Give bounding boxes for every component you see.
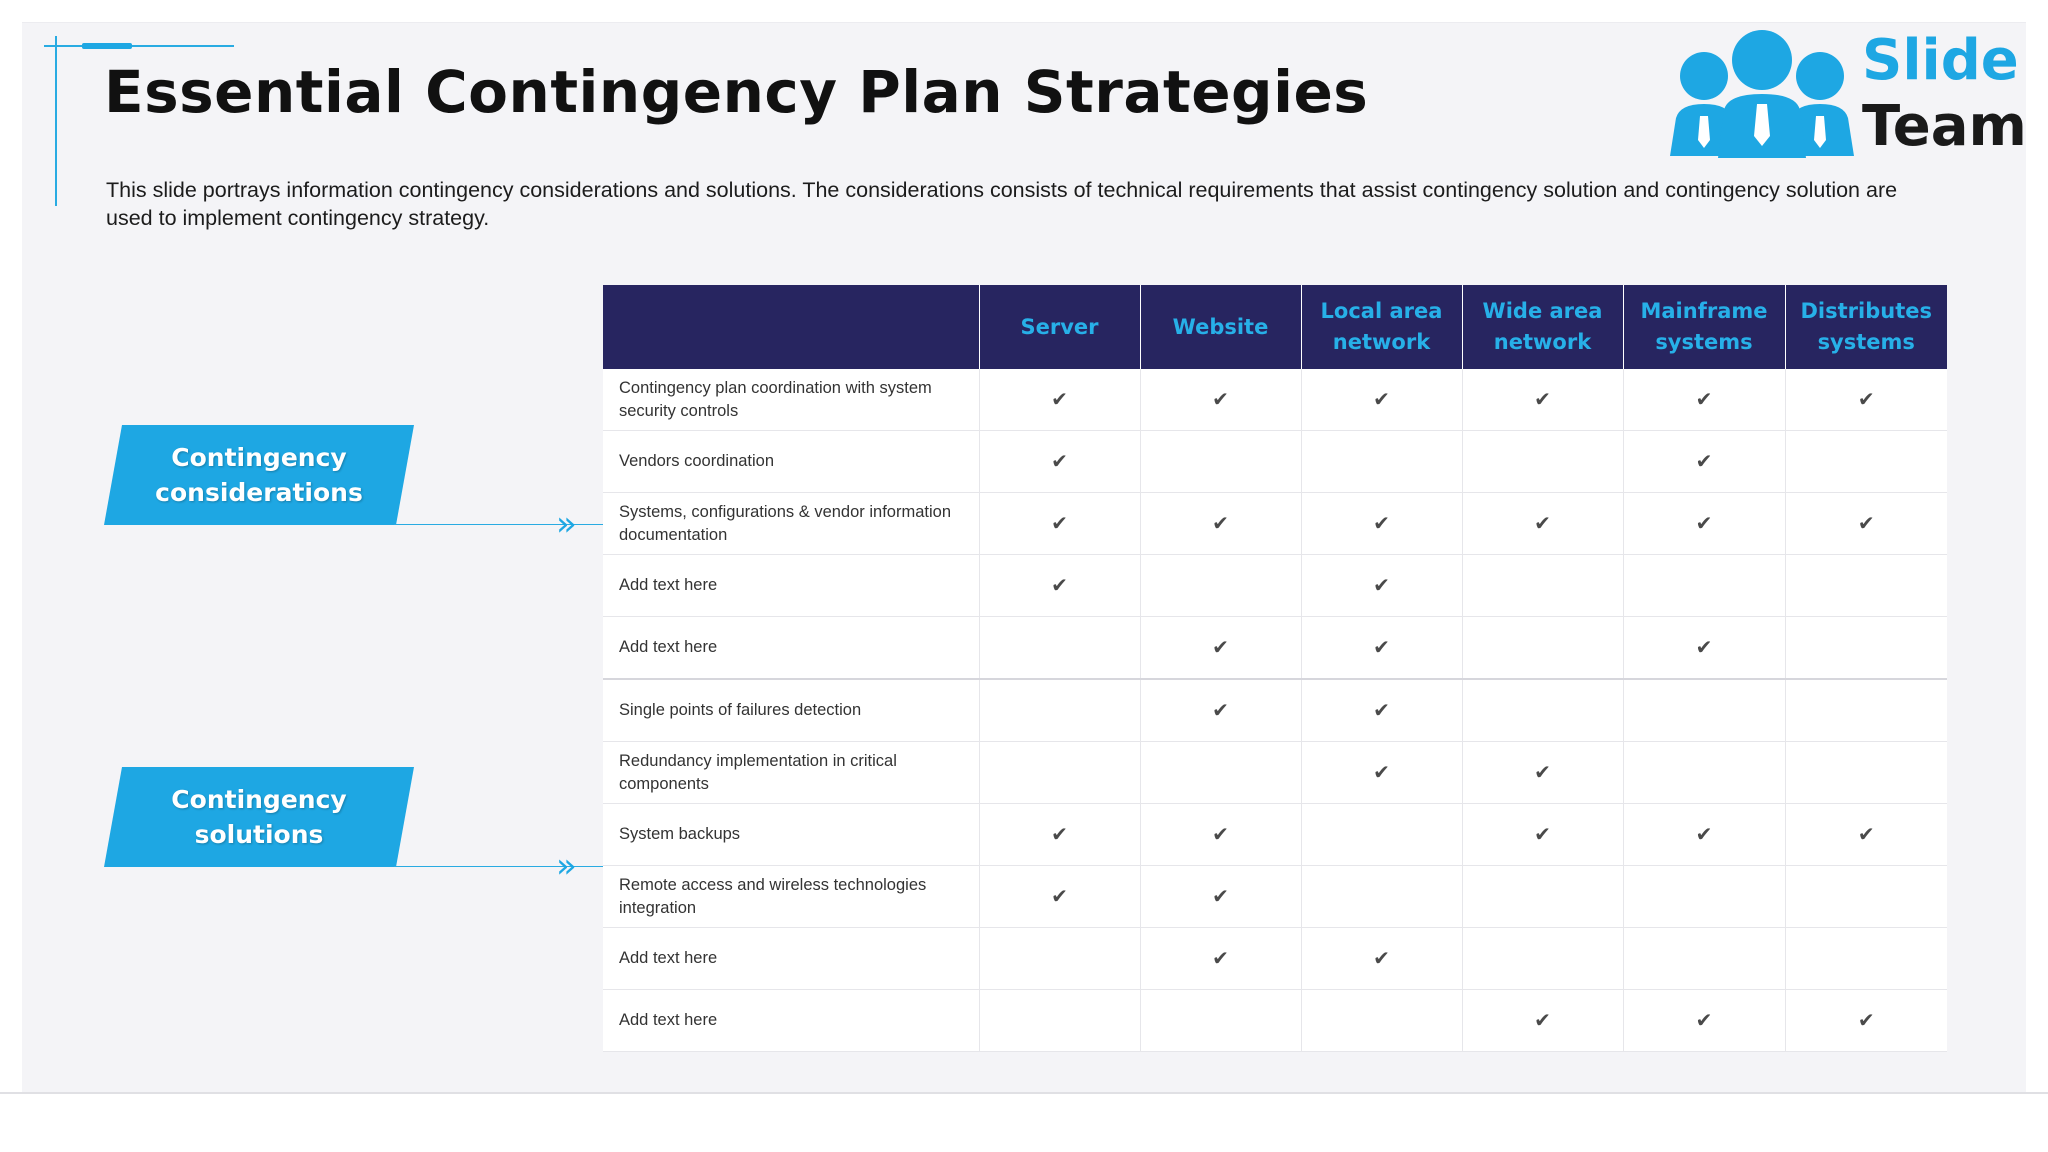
table-row bbox=[603, 493, 1947, 555]
checkmark-icon: ✔ bbox=[1051, 386, 1068, 411]
label-line-2: considerations bbox=[155, 478, 363, 507]
table-cell bbox=[1462, 555, 1623, 617]
table-cell bbox=[1785, 431, 1947, 493]
table-cell bbox=[1301, 990, 1462, 1052]
table-cell bbox=[1140, 493, 1301, 555]
table-cell bbox=[1623, 369, 1785, 431]
label-line-2: solutions bbox=[194, 820, 324, 849]
table-cell bbox=[1623, 866, 1785, 928]
table-cell bbox=[979, 742, 1140, 804]
checkmark-icon: ✔ bbox=[1695, 634, 1713, 659]
table-cell bbox=[1301, 555, 1462, 617]
table-cell bbox=[1462, 990, 1623, 1052]
table-cell bbox=[1140, 617, 1301, 680]
table-header-row bbox=[603, 285, 1947, 369]
table-cell bbox=[1785, 555, 1947, 617]
checkmark-icon: ✔ bbox=[1695, 1007, 1713, 1032]
table-cell bbox=[1140, 866, 1301, 928]
table-row bbox=[603, 369, 1947, 431]
row-label: System backups bbox=[603, 804, 979, 866]
checkmark-icon: ✔ bbox=[1857, 386, 1875, 411]
table-cell bbox=[1140, 679, 1301, 742]
row-label: Vendors coordination bbox=[603, 431, 979, 493]
checkmark-icon: ✔ bbox=[1534, 821, 1551, 846]
table-row bbox=[603, 555, 1947, 617]
checkmark-icon: ✔ bbox=[1373, 634, 1390, 659]
checkmark-icon: ✔ bbox=[1534, 510, 1551, 535]
label-text bbox=[104, 425, 414, 525]
slide-bottom-divider bbox=[0, 1092, 2048, 1094]
table-cell bbox=[979, 369, 1140, 431]
label-line-1: Contingency bbox=[171, 443, 347, 472]
table-cell bbox=[1785, 493, 1947, 555]
table-cell bbox=[1462, 742, 1623, 804]
table-cell bbox=[979, 866, 1140, 928]
contingency-considerations-label bbox=[104, 425, 577, 544]
table-cell bbox=[1301, 679, 1462, 742]
table-cell bbox=[1462, 679, 1623, 742]
table-row bbox=[603, 990, 1947, 1052]
table-cell bbox=[1623, 493, 1785, 555]
checkmark-icon: ✔ bbox=[1212, 697, 1229, 722]
checkmark-icon: ✔ bbox=[1212, 821, 1229, 846]
table-cell bbox=[1623, 617, 1785, 680]
table-cell bbox=[1785, 928, 1947, 990]
table-row bbox=[603, 679, 1947, 742]
table-cell bbox=[1140, 555, 1301, 617]
table-cell bbox=[1785, 990, 1947, 1052]
table-cell bbox=[979, 431, 1140, 493]
double-chevron-right-icon: » bbox=[556, 504, 577, 544]
table-cell bbox=[1301, 742, 1462, 804]
checkmark-icon: ✔ bbox=[1695, 510, 1713, 535]
table-cell bbox=[979, 928, 1140, 990]
row-label: Systems, configurations & vendor information documentation bbox=[603, 493, 979, 555]
header-cell-distributes-systems: Distributes systems bbox=[1785, 285, 1947, 369]
slide-subtitle: This slide portrays information contingency considerations and solutions. The considerations consists of technical requirements that assist contingency solution and contingency solution are used to implement contingency strategy. bbox=[106, 178, 1898, 230]
decorative-accent-bar bbox=[82, 43, 132, 49]
row-label: Add text here bbox=[603, 928, 979, 990]
table-cell bbox=[1462, 431, 1623, 493]
table-cell bbox=[1785, 804, 1947, 866]
table-cell bbox=[979, 804, 1140, 866]
row-label: Add text here bbox=[603, 990, 979, 1052]
header-cell-mainframe-systems: Mainframe systems bbox=[1623, 285, 1785, 369]
table-cell bbox=[1140, 431, 1301, 493]
header-cell-server: Server bbox=[979, 285, 1140, 369]
checkmark-icon: ✔ bbox=[1051, 448, 1068, 473]
logo-word-team: Team bbox=[1862, 94, 2027, 159]
table-row bbox=[603, 804, 1947, 866]
table-cell bbox=[979, 493, 1140, 555]
table-cell bbox=[979, 555, 1140, 617]
table-cell bbox=[1301, 369, 1462, 431]
row-label: Add text here bbox=[603, 617, 979, 680]
table-cell bbox=[1623, 431, 1785, 493]
table-cell bbox=[1623, 990, 1785, 1052]
checkmark-icon: ✔ bbox=[1857, 1007, 1875, 1032]
checkmark-icon: ✔ bbox=[1695, 386, 1713, 411]
checkmark-icon: ✔ bbox=[1534, 1007, 1551, 1032]
table-cell bbox=[1623, 804, 1785, 866]
checkmark-icon: ✔ bbox=[1212, 386, 1229, 411]
table-cell bbox=[1140, 804, 1301, 866]
table-cell bbox=[1623, 555, 1785, 617]
header-cell-local-area-network: Local area network bbox=[1301, 285, 1462, 369]
header-cell-wide-area-network: Wide area network bbox=[1462, 285, 1623, 369]
table-cell bbox=[1301, 928, 1462, 990]
label-line-1: Contingency bbox=[171, 785, 347, 814]
decorative-top-line bbox=[44, 45, 234, 47]
checkmark-icon: ✔ bbox=[1212, 883, 1229, 908]
people-group-icon bbox=[1662, 28, 1862, 168]
checkmark-icon: ✔ bbox=[1051, 883, 1068, 908]
table-cell bbox=[979, 679, 1140, 742]
checkmark-icon: ✔ bbox=[1051, 572, 1068, 597]
checkmark-icon: ✔ bbox=[1695, 448, 1713, 473]
table-cell bbox=[1785, 866, 1947, 928]
table-cell bbox=[979, 617, 1140, 680]
table-cell bbox=[1623, 679, 1785, 742]
table-cell bbox=[1301, 866, 1462, 928]
table-row bbox=[603, 617, 1947, 680]
logo-word-slide: Slide bbox=[1862, 28, 2019, 93]
checkmark-icon: ✔ bbox=[1534, 759, 1551, 784]
row-label: Single points of failures detection bbox=[603, 679, 979, 742]
table-cell bbox=[1785, 369, 1947, 431]
checkmark-icon: ✔ bbox=[1857, 510, 1875, 535]
table-row bbox=[603, 742, 1947, 804]
table-row bbox=[603, 866, 1947, 928]
checkmark-icon: ✔ bbox=[1373, 386, 1390, 411]
table-cell bbox=[1785, 679, 1947, 742]
table-cell bbox=[1301, 617, 1462, 680]
checkmark-icon: ✔ bbox=[1051, 510, 1068, 535]
header-cell-website: Website bbox=[1140, 285, 1301, 369]
table-row bbox=[603, 431, 1947, 493]
table-cell bbox=[979, 990, 1140, 1052]
slide-title: Essential Contingency Plan Strategies bbox=[104, 58, 1369, 126]
checkmark-icon: ✔ bbox=[1212, 945, 1229, 970]
checkmark-icon: ✔ bbox=[1212, 634, 1229, 659]
header-cell-empty bbox=[603, 285, 979, 369]
table-cell bbox=[1140, 928, 1301, 990]
table-cell bbox=[1462, 804, 1623, 866]
checkmark-icon: ✔ bbox=[1373, 759, 1390, 784]
checkmark-icon: ✔ bbox=[1373, 572, 1390, 597]
checkmark-icon: ✔ bbox=[1212, 510, 1229, 535]
table-cell bbox=[1623, 928, 1785, 990]
row-label: Contingency plan coordination with system security controls bbox=[603, 369, 979, 431]
contingency-matrix-table bbox=[603, 285, 1947, 1052]
table-cell bbox=[1785, 742, 1947, 804]
table-cell bbox=[1301, 493, 1462, 555]
table-cell bbox=[1785, 617, 1947, 680]
table-cell bbox=[1301, 431, 1462, 493]
decorative-vertical-line bbox=[55, 36, 57, 206]
table-cell bbox=[1623, 742, 1785, 804]
table-cell bbox=[1462, 866, 1623, 928]
slideteam-logo bbox=[1662, 28, 2027, 168]
table-cell bbox=[1140, 742, 1301, 804]
label-text bbox=[104, 767, 414, 867]
table-cell bbox=[1462, 493, 1623, 555]
checkmark-icon: ✔ bbox=[1373, 697, 1390, 722]
table-cell bbox=[1462, 928, 1623, 990]
checkmark-icon: ✔ bbox=[1051, 821, 1068, 846]
table-cell bbox=[1462, 369, 1623, 431]
checkmark-icon: ✔ bbox=[1373, 945, 1390, 970]
checkmark-icon: ✔ bbox=[1373, 510, 1390, 535]
row-label: Add text here bbox=[603, 555, 979, 617]
double-chevron-right-icon: » bbox=[556, 846, 577, 886]
table-row bbox=[603, 928, 1947, 990]
checkmark-icon: ✔ bbox=[1695, 821, 1713, 846]
checkmark-icon: ✔ bbox=[1534, 386, 1551, 411]
contingency-solutions-label bbox=[104, 767, 577, 886]
row-label: Remote access and wireless technologies integration bbox=[603, 866, 979, 928]
table-cell bbox=[1140, 990, 1301, 1052]
table-cell bbox=[1462, 617, 1623, 680]
table-cell bbox=[1301, 804, 1462, 866]
table-cell bbox=[1140, 369, 1301, 431]
checkmark-icon: ✔ bbox=[1857, 821, 1875, 846]
row-label: Redundancy implementation in critical components bbox=[603, 742, 979, 804]
